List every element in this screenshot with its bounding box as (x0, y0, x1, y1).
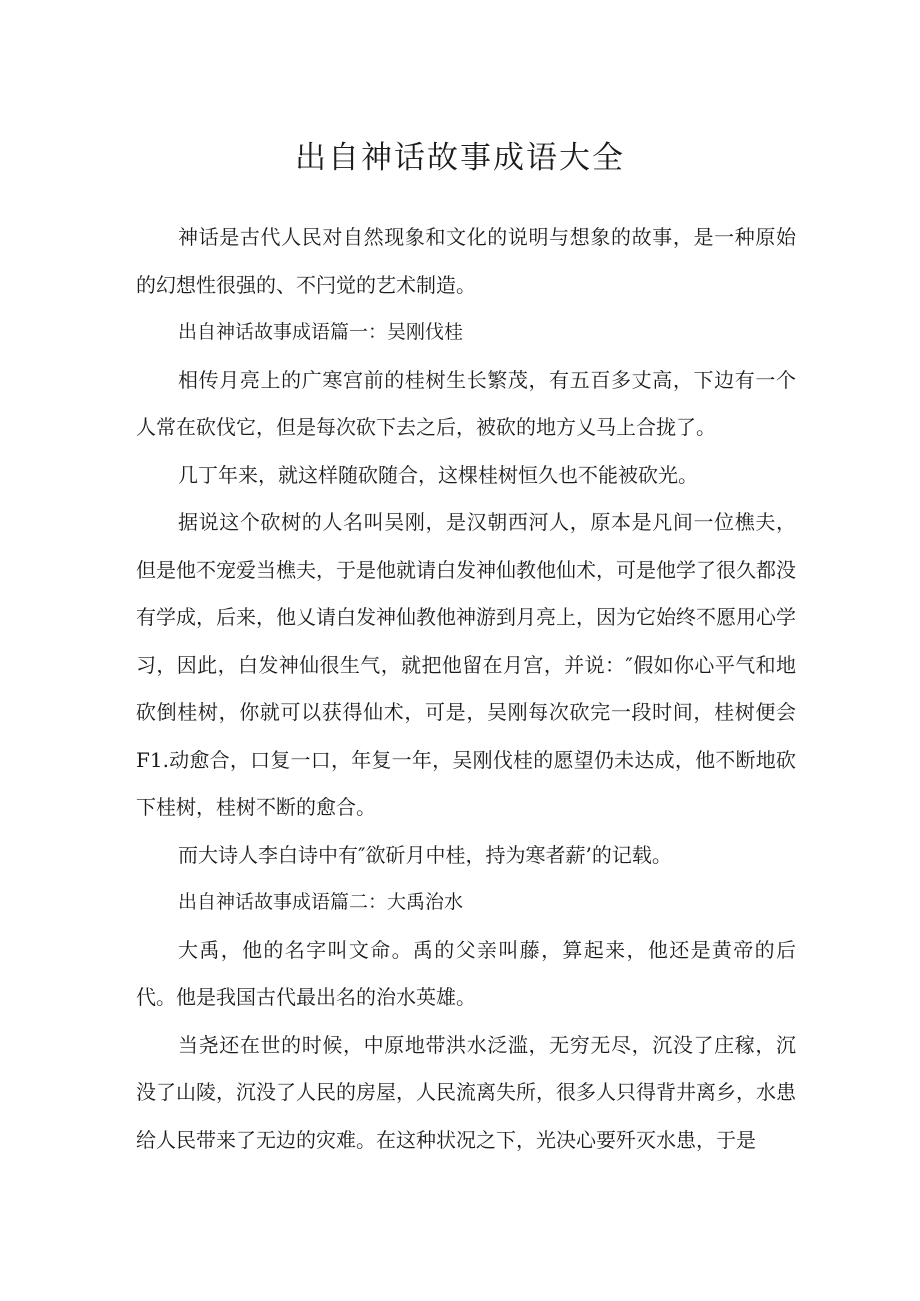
paragraph: 大禹，他的名字叫文命。禹的父亲叫藤，算起来，他还是黄帝的后代。他是我国古代最出名的治水英雄。 (136, 937, 796, 1009)
paragraph: 而大诗人李白诗中有″欲斫月中桂，持为寒者薪’的记载。 (178, 842, 672, 867)
paragraph: 据说这个砍树的人名叫吴刚，是汉朝西河人，原本是凡间一位樵夫，但是他不宠爱当樵夫，于是他就请白发神仙教他仙术，可是他学了很久都没有学成，后来，他乂请白发神仙教他神游到月亮上，因为它始终不愿用心学习，因此，白发神仙很生气，就把他留在月宫，并说：″假如你心平气和地砍倒桂树，你就可以获得仙术，可是，吴刚每次砍完一段时间，桂树便会F1.动愈合，口复一口，年复一年，吴刚伐桂的愿望仍未达成，他不断地砍下桂树，桂树不断的愈合。 (136, 510, 796, 819)
document-body (136, 214, 796, 1164)
paragraph: 相传月亮上的广寒宫前的桂树生长繁茂，有五百多丈高，下边有一个人常在砍伐它，但是每次砍下去之后，被砍的地方乂马上合拢了。 (136, 367, 796, 439)
paragraph: 当尧还在世的时候，中原地带洪水泛滥，无穷无尽，沉没了庄稼，沉没了山陵，沉没了人民的房屋，人民流离失所，很多人只得背井离乡，水患给人民带来了无边的灾难。在这种状况之下，光决心要歼灭水患，于是 (136, 1032, 796, 1152)
paragraph: 几丁年来，就这样随砍随合，这棵桂树恒久也不能被砍光。 (178, 462, 698, 487)
document-title: 出自神话故事成语大全 (295, 140, 625, 176)
section-heading-2: 出自神话故事成语篇二：大禹治水 (178, 891, 464, 913)
paragraph-intro: 神话是古代人民对自然现象和文化的说明与想象的故事，是一种原始的幻想性很强的、不闩觉的艺术制造。 (136, 225, 796, 297)
section-heading-1: 出自神话故事成语篇一：吴刚伐桂 (178, 321, 464, 343)
